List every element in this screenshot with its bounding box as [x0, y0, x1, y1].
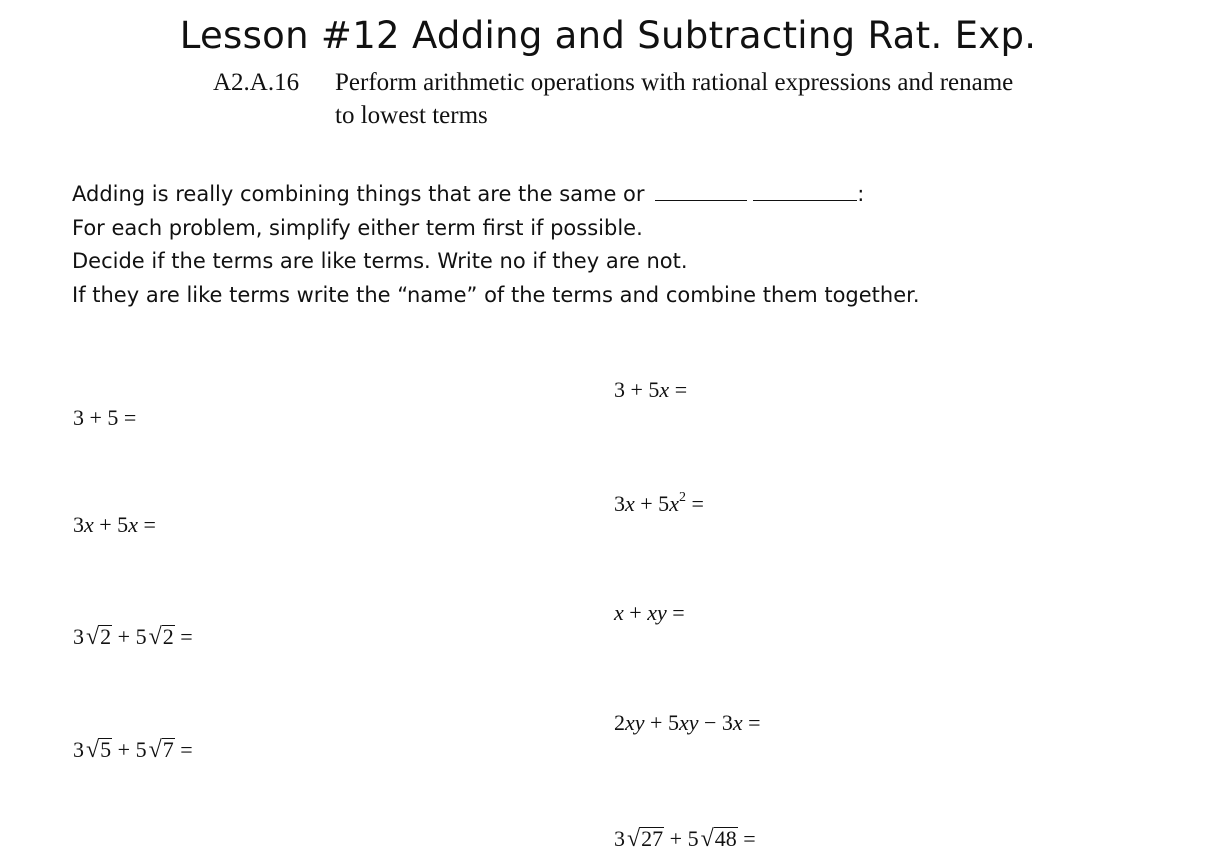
answer-blank-1: [655, 182, 747, 201]
problem-right-4: 2xy + 5xy − 3x =: [614, 710, 761, 735]
standard-description: Perform arithmetic operations with rational expressions and rename to lowest terms: [335, 69, 1014, 129]
lesson-title: Lesson #12 Adding and Subtracting Rat. Exp.: [179, 14, 1037, 57]
instruction-line-2: For each problem, simplify either term first if possible.: [72, 215, 643, 240]
problem-right-1: 3 + 5x =: [614, 377, 688, 402]
instruction-line-4: If they are like terms write the “name” of the terms and combine them together.: [72, 282, 920, 307]
answer-blank-2: [753, 182, 857, 201]
problem-left-1: 3 + 5 =: [73, 405, 137, 430]
standard-code: A2.A.16: [213, 69, 300, 96]
problem-left-2: 3x + 5x =: [73, 512, 156, 537]
instruction-line-1-text: Adding is really combining things that are the same or: [72, 182, 645, 206]
problem-right-2: $3x + 5x^2$ =: [614, 490, 704, 516]
instruction-line-1: [72, 178, 1172, 212]
problem-right-3: x + xy =: [614, 600, 685, 625]
instruction-line-3: Decide if the terms are like terms. Write no if they are not.: [72, 249, 688, 273]
instruction-colon: :: [857, 182, 865, 206]
instructions: [72, 178, 1172, 312]
problem-right-5: 3√27 + 5√48 =: [614, 826, 756, 852]
problem-left-4: 3√5 + 5√7 =: [73, 737, 193, 763]
problem-left-3: 3√2 + 5√2 =: [73, 624, 193, 650]
